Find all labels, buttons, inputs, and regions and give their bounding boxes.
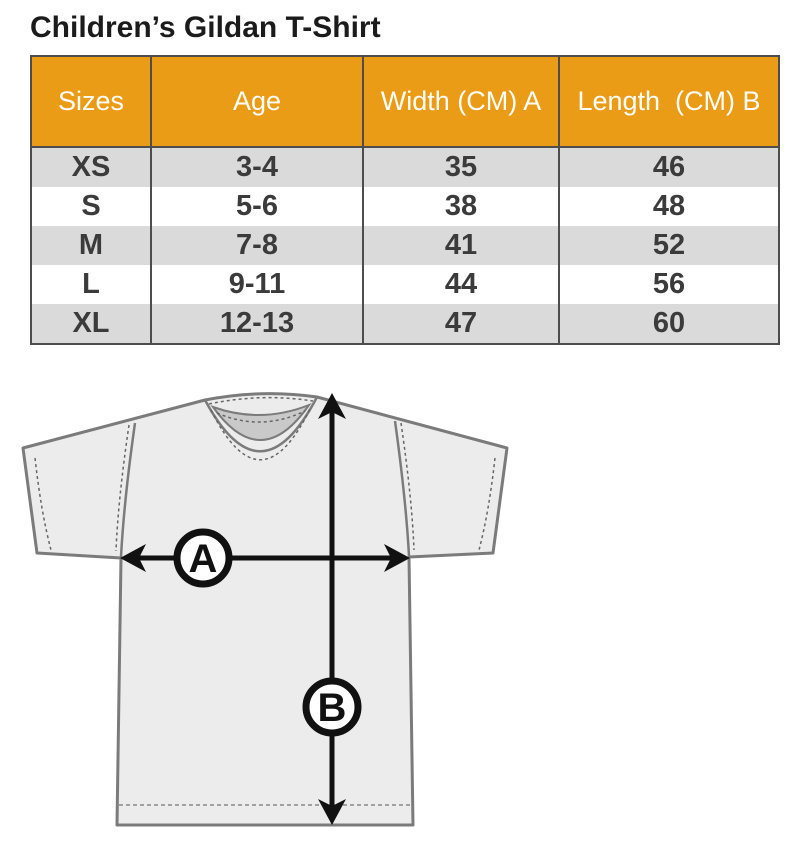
page-title: Children’s Gildan T-Shirt [30, 11, 381, 44]
table-row [31, 265, 779, 304]
measurement-a-label: A [188, 537, 218, 581]
header-sizes: Sizes [31, 56, 151, 147]
tshirt-measurement-diagram [0, 380, 560, 857]
cell-age: 9-11 [151, 265, 363, 304]
cell-width: 35 [363, 147, 559, 187]
measurement-b-label: B [317, 686, 347, 730]
cell-size: M [78, 229, 104, 261]
table-row [31, 304, 779, 344]
cell-width: 41 [363, 226, 559, 265]
cell-size: L [82, 268, 100, 300]
table-row [31, 226, 779, 265]
cell-length: 52 [559, 226, 779, 265]
cell-width: 44 [363, 265, 559, 304]
header-row [31, 56, 779, 147]
header-age: Age [151, 56, 363, 147]
cell-length: 48 [559, 187, 779, 226]
cell-width: 38 [363, 187, 559, 226]
cell-length: 46 [559, 147, 779, 187]
cell-size: S [81, 190, 101, 222]
cell-age: 7-8 [151, 226, 363, 265]
cell-size: XL [72, 307, 110, 339]
table-row [31, 147, 779, 187]
size-table [30, 55, 780, 345]
cell-length: 60 [559, 304, 779, 344]
cell-size: XS [71, 151, 111, 183]
size-table-header [31, 56, 779, 147]
cell-width: 47 [363, 304, 559, 344]
cell-age: 3-4 [151, 147, 363, 187]
cell-age: 5-6 [151, 187, 363, 226]
header-length: Length (CM) B [559, 56, 779, 147]
size-table-body [31, 147, 779, 344]
tshirt-outline [23, 394, 507, 825]
header-width: Width (CM) A [363, 56, 559, 147]
table-row [31, 187, 779, 226]
cell-age: 12-13 [151, 304, 363, 344]
cell-length: 56 [559, 265, 779, 304]
